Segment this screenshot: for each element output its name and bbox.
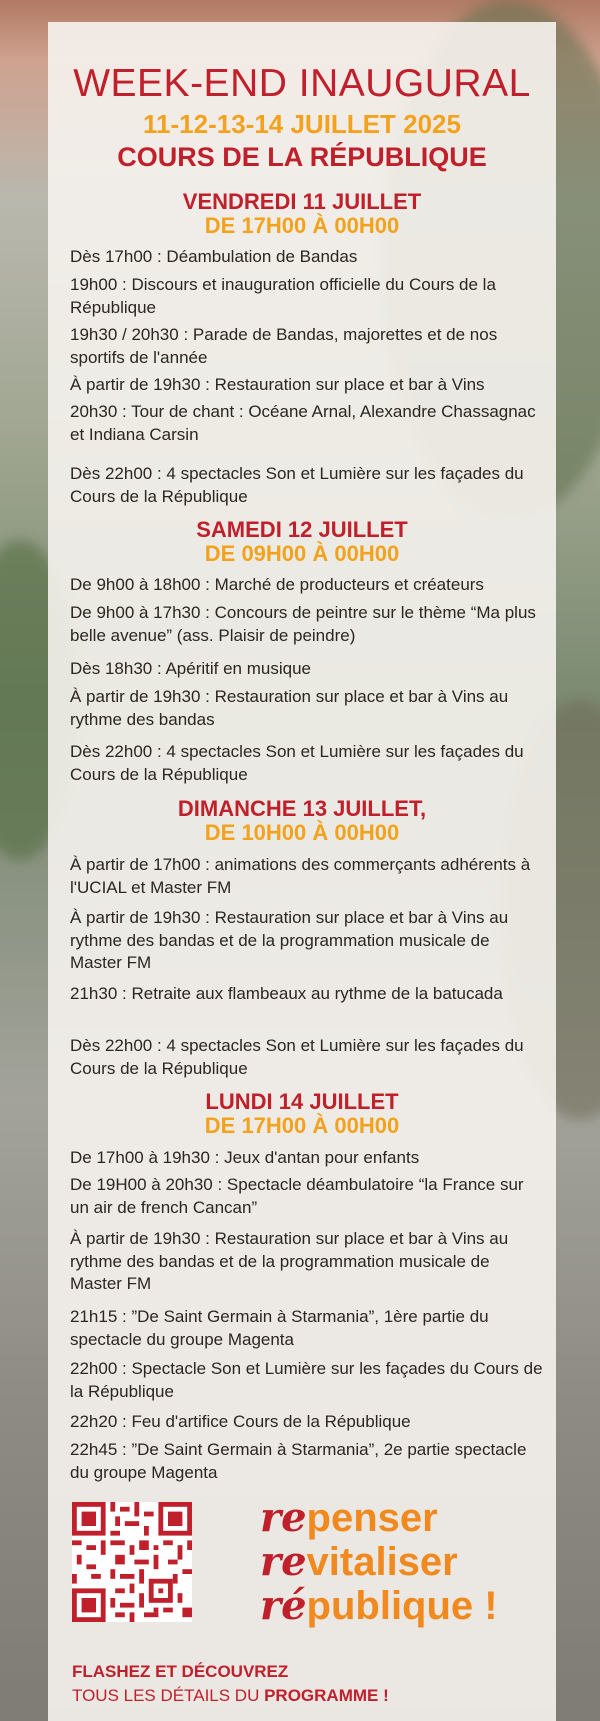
program-panel [48, 22, 556, 1721]
event-place: COURS DE LA RÉPUBLIQUE [117, 142, 487, 172]
program-item [70, 1228, 545, 1296]
item-text: ”De Saint Germain à Starmania”, 1ère partie du spectacle du groupe Magenta [70, 1307, 489, 1349]
program-item [70, 574, 545, 597]
item-text: Déambulation de Bandas [161, 247, 358, 266]
slogan-line [260, 1584, 498, 1628]
page-title: WEEK-END INAUGURAL [73, 62, 531, 105]
item-text: Marché de producteurs et créateurs [209, 575, 484, 594]
program-item [70, 463, 545, 508]
event-dates: 11-12-13-14 JUILLET 2025 [143, 109, 461, 139]
item-text: animations des commerçants adhérents à l'UCIAL et Master FM [70, 855, 531, 897]
day-heading [48, 1090, 556, 1138]
item-text: Apéritif en musique [161, 659, 311, 678]
item-time: 22h45 : [70, 1440, 127, 1459]
item-text: Spectacle déambulatoire “la France sur un air de french Cancan” [70, 1175, 524, 1217]
program-item [70, 324, 545, 369]
item-text: Restauration sur place et bar à Vins au rythme des bandas et de la programmation musicale de Master FM [70, 908, 509, 972]
program-item [70, 741, 545, 786]
program-item [70, 1174, 545, 1219]
qr-code-image [72, 1502, 192, 1622]
slogan-word: penser [306, 1496, 438, 1540]
slogan-line [260, 1496, 498, 1540]
program-item [70, 658, 545, 681]
day-hours: DE 17H00 À 00H00 [204, 213, 400, 238]
program-item [70, 246, 545, 269]
item-text: Tour de chant : Océane Arnal, Alexandre Chassagnac et Indiana Carsin [70, 402, 536, 444]
item-time: Dès 18h30 : [70, 659, 162, 678]
item-time: De 17h00 à 19h30 : [70, 1148, 220, 1167]
program-item [70, 1358, 545, 1403]
day-name: SAMEDI 12 JUILLET [196, 517, 408, 542]
item-text: 4 spectacles Son et Lumière sur les façades du Cours de la République [70, 742, 524, 784]
item-text: Restauration sur place et bar à Vins au rythme des bandas [70, 687, 509, 729]
day-hours: DE 10H00 À 00H00 [204, 820, 400, 845]
day-name: VENDREDI 11 JUILLET [182, 189, 422, 214]
day-heading [48, 518, 556, 566]
program-item [70, 1035, 545, 1080]
program-item [70, 907, 545, 975]
item-text: Feu d'artifice Cours de la République [126, 1412, 411, 1431]
day-hours: DE 09H00 À 00H00 [204, 541, 400, 566]
item-time: 19h00 : [70, 275, 127, 294]
item-time: Dès 22h00 : [70, 1036, 162, 1055]
day-heading [48, 797, 556, 845]
footer-emphasis: PROGRAMME ! [264, 1686, 389, 1705]
program-item [70, 274, 545, 319]
slogan-prefix: ré [260, 1582, 307, 1629]
item-text: Parade de Bandas, majorettes et de nos sportifs de l'année [70, 325, 498, 367]
item-text: Restauration sur place et bar à Vins au rythme des bandas et de la programmation musicale de Master FM [70, 1229, 509, 1293]
footer-subtitle [72, 1686, 389, 1706]
item-time: À partir de 19h30 : [70, 375, 210, 394]
footer-text: TOUS LES DÉTAILS DU [72, 1686, 265, 1705]
item-time: Dès 22h00 : [70, 742, 162, 761]
slogan-prefix: re [260, 1494, 307, 1541]
item-time: Dès 17h00 : [70, 247, 162, 266]
item-time: À partir de 17h00 : [70, 855, 210, 874]
item-text: Concours de peintre sur le thème “Ma plus belle avenue” (ass. Plaisir de peindre) [70, 603, 536, 645]
item-text: 4 spectacles Son et Lumière sur les façades du Cours de la République [70, 1036, 524, 1078]
day-hours: DE 17H00 À 00H00 [204, 1113, 400, 1138]
day-name: LUNDI 14 JUILLET [205, 1089, 399, 1114]
day-heading [48, 190, 556, 238]
program-item [70, 854, 545, 899]
program-item [70, 1411, 545, 1434]
item-time: Dès 22h00 : [70, 464, 162, 483]
program-item [70, 1306, 545, 1351]
item-time: 22h20 : [70, 1412, 127, 1431]
item-time: À partir de 19h30 : [70, 1229, 210, 1248]
item-text: Discours et inauguration officielle du Cours de la République [70, 275, 496, 317]
slogan-word: vitaliser [306, 1540, 458, 1584]
item-time: 21h30 : [70, 984, 127, 1003]
item-text: ”De Saint Germain à Starmania”, 2e partie spectacle du groupe Magenta [70, 1440, 527, 1482]
item-time: 20h30 : [70, 402, 127, 421]
program-item [70, 1439, 545, 1484]
item-text: Restauration sur place et bar à Vins [209, 375, 485, 394]
slogan [260, 1496, 498, 1628]
item-time: 21h15 : [70, 1307, 127, 1326]
slogan-word: publique ! [306, 1584, 498, 1628]
program-item [70, 686, 545, 731]
item-time: 19h30 / 20h30 : [70, 325, 189, 344]
item-text: Spectacle Son et Lumière sur les façades du Cours de la République [70, 1359, 543, 1401]
program-item [70, 602, 545, 647]
item-time: À partir de 19h30 : [70, 687, 210, 706]
footer-cta: FLASHEZ ET DÉCOUVREZ [72, 1662, 289, 1681]
program-item [70, 1147, 545, 1170]
slogan-prefix: re [260, 1538, 307, 1585]
program-item [70, 401, 545, 446]
slogan-line [260, 1540, 498, 1584]
item-time: De 9h00 à 18h00 : [70, 575, 210, 594]
item-text: 4 spectacles Son et Lumière sur les façades du Cours de la République [70, 464, 524, 506]
day-name: DIMANCHE 13 JUILLET, [177, 796, 427, 821]
item-time: De 9h00 à 17h30 : [70, 603, 210, 622]
item-time: 22h00 : [70, 1359, 127, 1378]
item-time: À partir de 19h30 : [70, 908, 210, 927]
qr-code[interactable] [72, 1502, 192, 1622]
item-text: Jeux d'antan pour enfants [219, 1148, 420, 1167]
program-item [70, 983, 545, 1006]
item-time: De 19H00 à 20h30 : [70, 1175, 223, 1194]
item-text: Retraite aux flambeaux au rythme de la batucada [126, 984, 503, 1003]
program-item [70, 374, 545, 397]
